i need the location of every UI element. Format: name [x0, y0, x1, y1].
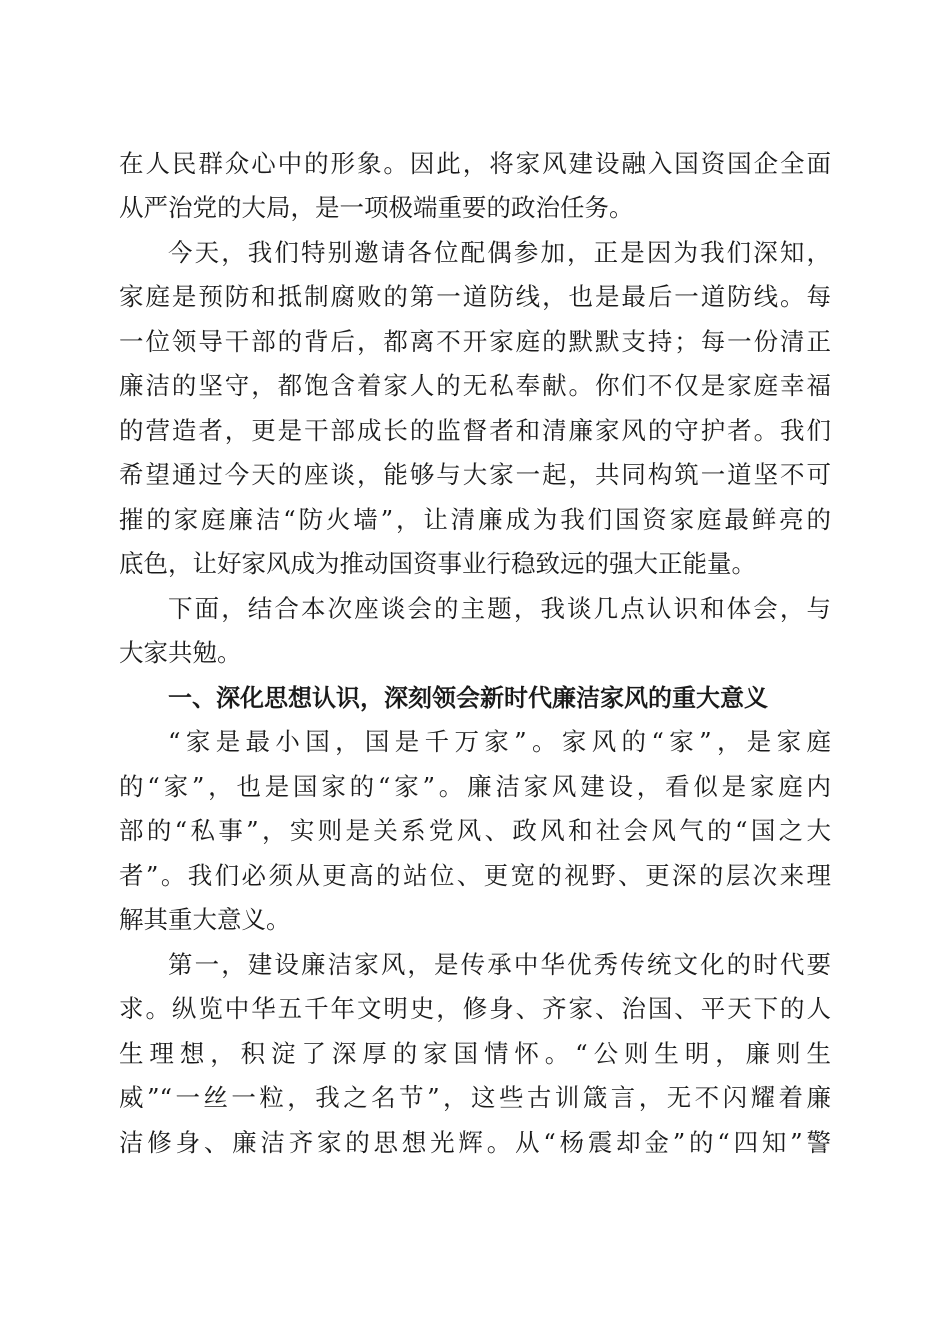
text-line: 者”。我们必须从更高的站位、更宽的视野、更深的层次来理	[119, 861, 831, 890]
text-line: 的营造者，更是干部成长的监督者和清廉家风的守护者。我们	[119, 416, 831, 445]
text-line: 解其重大意义。	[119, 905, 291, 934]
text-line: 摧的家庭廉洁“防火墙”，让清廉成为我们国资家庭最鲜亮的	[119, 505, 831, 534]
text-line: 一位领导干部的背后，都离不开家庭的默默支持；每一份清正	[119, 327, 831, 356]
section-heading: 一、深化思想认识，深刻领会新时代廉洁家风的重大意义	[168, 684, 768, 712]
text-line: 家庭是预防和抵制腐败的第一道防线，也是最后一道防线。每	[119, 282, 831, 311]
text-line: 第一，建设廉洁家风，是传承中华优秀传统文化的时代要	[168, 950, 831, 979]
text-line: 威”“一丝一粒，我之名节”，这些古训箴言，无不闪耀着廉	[119, 1083, 831, 1112]
text-line: 从严治党的大局，是一项极端重要的政治任务。	[119, 193, 634, 222]
text-line: 下面，结合本次座谈会的主题，我谈几点认识和体会，与	[168, 594, 831, 623]
text-line: 廉洁的坚守，都饱含着家人的无私奉献。你们不仅是家庭幸福	[119, 371, 831, 400]
text-line: 部的“私事”，实则是关系党风、政风和社会风气的“国之大	[119, 816, 831, 845]
text-line: 希望通过今天的座谈，能够与大家一起，共同构筑一道坚不可	[119, 460, 831, 489]
text-line: 的“家”，也是国家的“家”。廉洁家风建设，看似是家庭内	[119, 772, 831, 801]
text-line: 大家共勉。	[119, 638, 242, 667]
text-line: 底色，让好家风成为推动国资事业行稳致远的强大正能量。	[119, 549, 756, 578]
text-line: 求。纵览中华五千年文明史，修身、齐家、治国、平天下的人	[119, 994, 831, 1023]
text-line: 生理想，积淀了深厚的家国情怀。“公则生明，廉则生	[119, 1039, 831, 1068]
text-line: “家是最小国，国是千万家”。家风的“家”，是家庭	[168, 727, 831, 756]
text-line: 洁修身、廉洁齐家的思想光辉。从“杨震却金”的“四知”警	[119, 1128, 831, 1157]
text-line: 在人民群众心中的形象。因此，将家风建设融入国资国企全面	[119, 149, 831, 178]
text-line: 今天，我们特别邀请各位配偶参加，正是因为我们深知，	[168, 238, 831, 267]
